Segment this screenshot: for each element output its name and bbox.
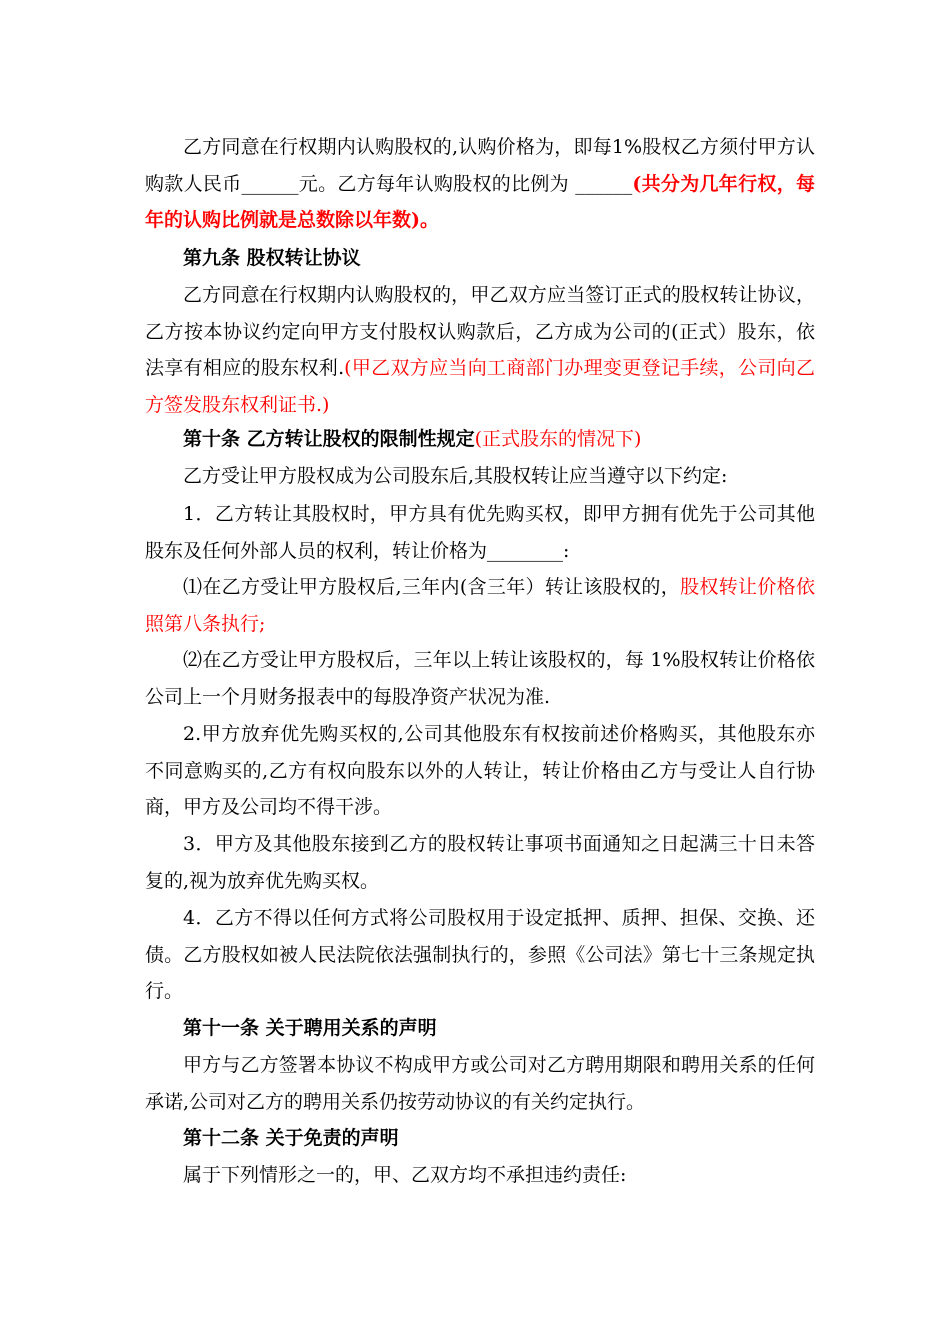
article-10-title: 第十条 乙方转让股权的限制性规定: [183, 428, 475, 450]
paragraph-rule-1: 1．乙方转让其股权时，甲方具有优先购买权，即甲方拥有优先于公司其他股东及任何外部人员的权利，转让价格为________:: [145, 503, 815, 562]
transfer-agreement-text: 乙方同意在行权期内认购股权的，甲乙双方应当签订正式的股权转让协议，乙方按本协议约定向甲方支付股权认购款后，乙方成为公司的(正式）股东，依法享有相应的股东权利.: [145, 284, 815, 379]
article-11-heading: 第十一条 关于聘用关系的声明: [183, 1017, 437, 1039]
paragraph-rule-1-item-1: [145, 569, 815, 642]
article-10-heading: [145, 421, 815, 458]
paragraph-rule-4: 4．乙方不得以任何方式将公司股权用于设定抵押、质押、担保、交换、还债。乙方股权如被人民法院依法强制执行的，参照《公司法》第七十三条规定执行。: [145, 907, 815, 1002]
rule-1-item-1-note: 股权转让价格依照第八条执行;: [145, 576, 815, 635]
paragraph-rule-1-item-2: ⑵在乙方受让甲方股权后，三年以上转让该股权的，每 1%股权转让价格依公司上一个月财务报表中的每股净资产状况为准.: [145, 649, 815, 708]
article-10-note: (正式股东的情况下): [474, 428, 642, 450]
paragraph-transfer-agreement: [145, 277, 815, 423]
purchase-price-note: (共分为几年行权，每年的认购比例就是总数除以年数)。: [145, 172, 815, 231]
paragraph-employment-statement: 甲方与乙方签署本协议不构成甲方或公司对乙方聘用期限和聘用关系的任何承诺,公司对乙方的聘用关系仍按劳动协议的有关约定执行。: [145, 1054, 815, 1113]
purchase-price-text: 乙方同意在行权期内认购股权的,认购价格为，即每1%股权乙方须付甲方认购款人民币______元。乙方每年认购股权的比例为 ______: [145, 136, 815, 195]
rule-1-item-1-text: ⑴在乙方受让甲方股权后,三年内(含三年）转让该股权的，: [183, 576, 681, 598]
paragraph-exemption-intro: 属于下列情形之一的，甲、乙双方均不承担违约责任:: [183, 1164, 627, 1186]
paragraph-purchase-price: [145, 129, 815, 239]
transfer-agreement-note: (甲乙双方应当向工商部门办理变更登记手续，公司向乙方签发股东权利证书.): [145, 357, 815, 416]
article-12-heading: 第十二条 关于免责的声明: [183, 1127, 399, 1149]
paragraph-rule-3: 3．甲方及其他股东接到乙方的股权转让事项书面通知之日起满三十日未答复的,视为放弃优先购买权。: [145, 833, 815, 892]
article-9-heading: 第九条 股权转让协议: [183, 247, 361, 269]
paragraph-rule-2: 2.甲方放弃优先购买权的,公司其他股东有权按前述价格购买，其他股东亦不同意购买的,乙方有权向股东以外的人转让，转让价格由乙方与受让人自行协商，甲方及公司均不得干涉。: [145, 723, 815, 818]
paragraph-transfer-rules-intro: 乙方受让甲方股权成为公司股东后,其股权转让应当遵守以下约定:: [183, 465, 728, 487]
